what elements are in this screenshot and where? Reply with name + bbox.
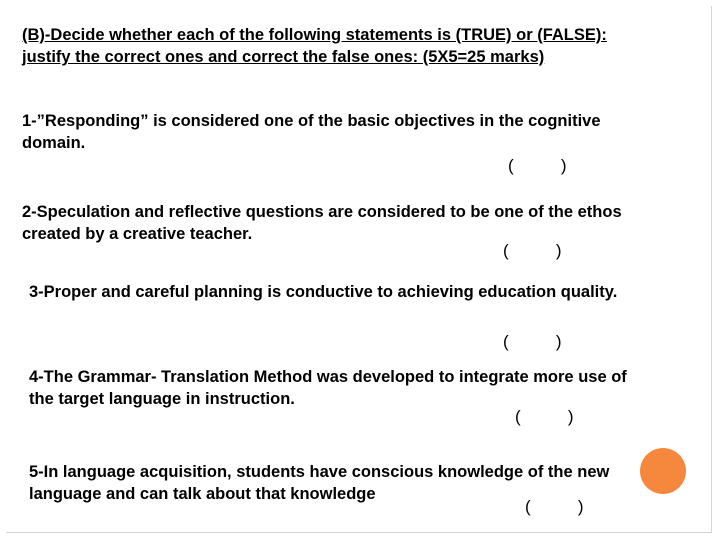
statement-2-line-2: created by a creative teacher. bbox=[22, 225, 253, 243]
statement-3-answer-blank[interactable]: ( ) bbox=[503, 332, 562, 351]
statement-2-answer-blank[interactable]: ( ) bbox=[503, 241, 562, 260]
statement-3-line-1: 3-Proper and careful planning is conductive to achieving education quality. bbox=[29, 283, 618, 301]
page-border bbox=[6, 6, 712, 533]
heading-line-2: justify the correct ones and correct the false ones: (5X5=25 marks) bbox=[22, 48, 545, 66]
statement-1-line-1: 1-”Responding” is considered one of the basic objectives in the cognitive bbox=[22, 112, 601, 130]
decorative-orange-circle bbox=[640, 448, 686, 494]
statement-2-line-1: 2-Speculation and reflective questions are considered to be one of the ethos bbox=[22, 203, 622, 221]
statement-4-line-2: the target language in instruction. bbox=[29, 390, 295, 408]
statement-1-answer-blank[interactable]: ( ) bbox=[508, 156, 567, 175]
statement-5-answer-blank[interactable]: ( ) bbox=[525, 497, 584, 516]
statement-1-line-2: domain. bbox=[22, 134, 86, 152]
heading-line-1: (B)-Decide whether each of the following statements is (TRUE) or (FALSE): bbox=[22, 26, 607, 44]
statement-5-line-1: 5-In language acquisition, students have conscious knowledge of the new bbox=[29, 463, 610, 481]
statement-5-line-2: language and can talk about that knowledge bbox=[29, 485, 376, 503]
statement-4-line-1: 4-The Grammar- Translation Method was developed to integrate more use of bbox=[29, 368, 627, 386]
statement-4-answer-blank[interactable]: ( ) bbox=[515, 407, 574, 426]
